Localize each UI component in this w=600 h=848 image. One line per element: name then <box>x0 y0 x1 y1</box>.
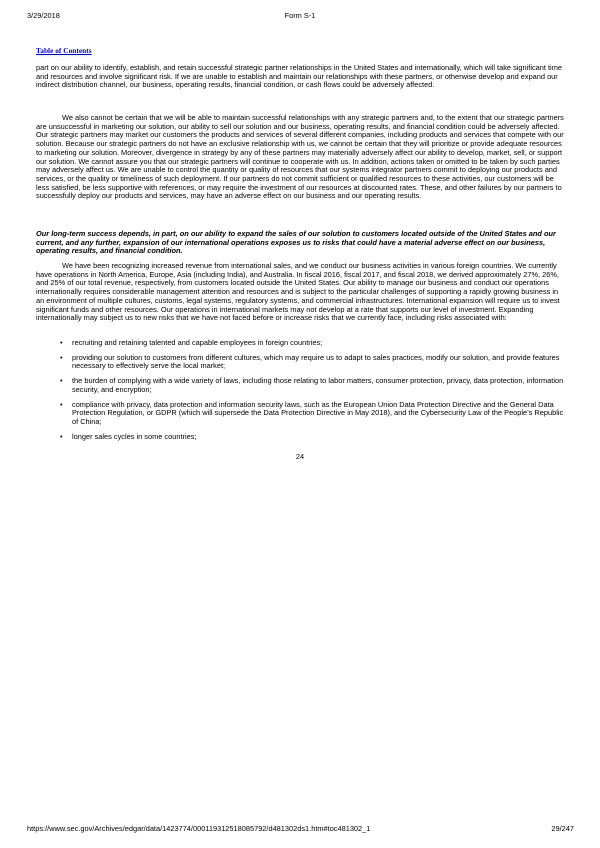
list-item: • recruiting and retaining talented and capable employees in foreign countries; <box>60 338 323 347</box>
list-item: • the burden of complying with a wide variety of laws, including those relating to labor matters, consumer protection, privacy, data protection, information security, and encryption; <box>60 376 564 394</box>
risk-bullet-list <box>36 339 565 447</box>
bullet-icon: • <box>60 399 63 409</box>
table-of-contents-link[interactable]: Table of Contents <box>36 46 92 55</box>
bullet-icon: • <box>60 352 63 362</box>
bullet-icon: • <box>60 431 63 441</box>
bullet-icon: • <box>60 376 63 386</box>
bullet-icon: • <box>60 338 63 347</box>
list-item: • compliance with privacy, data protection and information security laws, such as the European Union Data Protection Directive and the General Data Protection Regulation, or GDPR (which will supersede the Data Protection Directive in May 2018), and the Cybersecurity Law of the People’s Republic of China; <box>60 399 564 426</box>
list-item: • providing our solution to customers from different cultures, which may require us to adapt to sales practices, modify our solution, and provide features necessary to effectively serve the local market; <box>60 352 560 371</box>
header-form-title: Form S-1 <box>284 11 316 20</box>
paragraph-international-sales: We have been recognizing increased revenue from international sales, and we conduct our business activities in various foreign countries. We currently have operations in North America, Europe, Asia (including India), and Australia. In fiscal 2016, fiscal 2017, and fiscal 2018, we derived approximately 27%, 26%, and 25% of our total revenue, respectively, from customers located outside the United States. Our ability to manage our business and conduct our operations internationally requires considerable management attention and resources and is subject to the particular challenges of supporting a rapidly growing business in an environment of multiple cultures, customs, legal systems, regulatory systems, and commercial infrastructures. International expansion will require us to invest significant funds and other resources. Our operations in international markets may not develop at a rate that supports our level of investment. Expanding internationally may subject us to new risks that we have not faced before or increase risks that we currently face, including risks associated with: <box>36 261 560 323</box>
paragraph-strategic-partners: We also cannot be certain that we will be able to maintain successful relationships with any strategic partners and, to the extent that our strategic partners are unsuccessful in marketing our solution, our ability to sell our solution and our business, operating results, and financial condition could be adversely affected. Our strategic partners may market our customers the products and services of several different companies, including products and services that compete with our solution. Because our strategic partners do not have an exclusive relationship with us, we cannot be certain that they will prioritize or provide adequate resources to marketing our solution. Moreover, divergence in strategy by any of these partners may materially adversely affect our ability to develop, market, sell, or support our solution. We cannot assure you that our strategic partners will continue to cooperate with us. In addition, actions taken or omitted to be taken by such parties may adversely affect us. We are unable to control the quantity or quality of resources that our systems integrator partners commit to deploying our products and services, or the quality or timeliness of such deployment. If our partners do not commit sufficient or qualified resources to these activities, our customers will be less satisfied, be less supportive with references, or may require the investment of our resources at discounted rates. These, and other failures by our partners to successfully deploy our products and services, may have an adverse effect on our business and our operating results. <box>36 113 564 201</box>
header-date: 3/29/2018 <box>27 11 60 20</box>
page-number: 24 <box>295 452 305 461</box>
footer-url: https://www.sec.gov/Archives/edgar/data/1423774/000119312518085792/d481302ds1.htm#toc481302_1 <box>27 824 371 833</box>
footer-page-count: 29/247 <box>551 824 574 833</box>
list-item: • longer sales cycles in some countries; <box>60 431 197 441</box>
paragraph-partner-relationships: part on our ability to identify, establish, and retain successful strategic partner relationships in the United States and internationally, which will take significant time and resources and involve significant risk. If we are unable to establish and maintain our relationships with these partners, or otherwise develop and expand our indirect distribution channel, our business, operating results, financial condition, or cash flows could be adversely affected. <box>36 63 562 90</box>
risk-factor-heading: Our long-term success depends, in part, on our ability to expand the sales of our solution to customers located outside of the United States and our current, and any further, expansion of our international operations exposes us to risks that could have a material adverse effect on our business, operating results, and financial condition. <box>36 229 556 256</box>
